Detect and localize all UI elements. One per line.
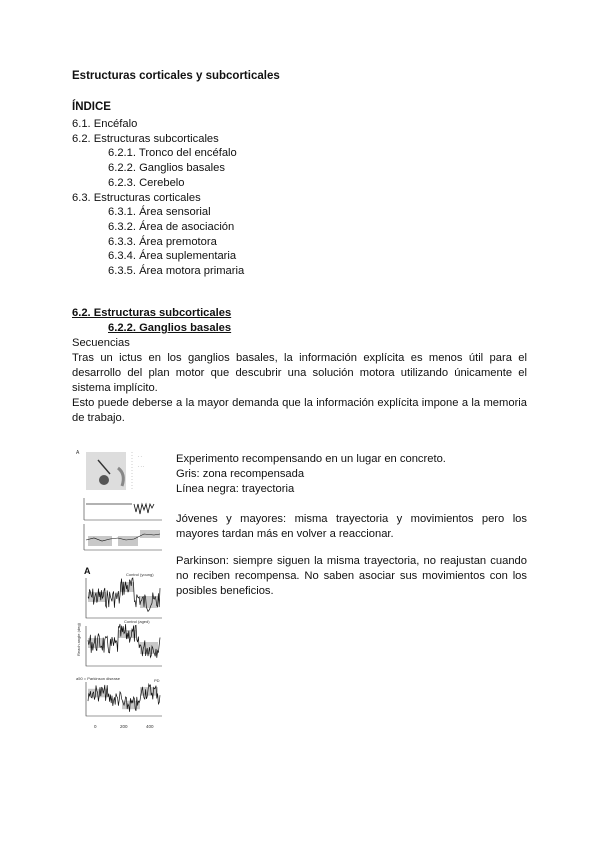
toc-item: 6.2.2. Ganglios basales — [108, 162, 225, 175]
toc-item: 6.1. Encéfalo — [72, 118, 138, 130]
trajectory-panel — [86, 578, 162, 618]
figure-notes — [176, 452, 527, 612]
trajectory-panel — [86, 682, 162, 716]
document-title: Estructuras corticales y subcorticales — [72, 70, 280, 82]
paragraph: Jóvenes y mayores: misma trayectoria y movimientos pero los mayores tardan más en volver a reaccionar. — [176, 512, 527, 540]
caption-stub: a50 = Parkinson disease — [76, 676, 120, 681]
note-block — [176, 452, 527, 498]
note-line: Gris: zona recompensada — [176, 468, 305, 481]
apparatus-sketch — [76, 450, 144, 490]
y-axis-label: Reach angle (deg) — [76, 623, 81, 656]
toc-item: 6.3.1. Área sensorial — [108, 206, 211, 219]
section-body — [72, 306, 527, 426]
toc-item: 6.3.5. Área motora primaria — [108, 265, 245, 278]
toc-item: 6.3.2. Área de asociación — [108, 220, 235, 233]
svg-text:A: A — [76, 450, 80, 456]
mini-plot-1 — [84, 498, 162, 520]
paragraph: Parkinson: siempre siguen la misma trayectoria, no reajustan cuando no reciben recompensa. No saben asociar sus movimientos con los posibles beneficios. — [176, 555, 527, 598]
toc-item: 6.3. Estructuras corticales — [72, 191, 201, 204]
panel-label: A — [84, 566, 91, 576]
note-line: Línea negra: trayectoria — [176, 483, 295, 496]
svg-text:· · ·: · · · — [138, 464, 145, 469]
toc-item: 6.2.1. Tronco del encéfalo — [108, 147, 237, 160]
trajectory-panel — [86, 624, 162, 666]
paragraph: Tras un ictus en los ganglios basales, la información explícita es menos útil para el desarrollo del plan motor que descubrir una solución motora utilizando únicamente el sistema implícito. — [72, 352, 527, 394]
toc-item: 6.3.3. Área premotora — [108, 235, 217, 248]
topic-label: Secuencias — [72, 337, 130, 349]
mini-plot-2 — [84, 524, 162, 550]
toc-item: 6.2. Estructuras subcorticales — [72, 132, 219, 145]
x-tick-label: 400 — [146, 724, 154, 729]
toc-item: 6.2.3. Cerebelo — [108, 176, 185, 189]
index-heading: ÍNDICE — [72, 101, 111, 113]
label-young: Control (young) — [126, 572, 154, 577]
experiment-figure — [74, 446, 168, 732]
label-pd: PD — [154, 678, 160, 683]
paragraph: Esto puede deberse a la mayor demanda que la información explícita impone a la memoria de trabajo. — [72, 397, 527, 424]
note-line: Experimento recompensando en un lugar en concreto. — [176, 453, 446, 465]
x-tick-label: 200 — [120, 724, 128, 729]
toc-item: 6.3.4. Área suplementaria — [108, 250, 237, 263]
subsection-heading: 6.2.2. Ganglios basales — [108, 322, 232, 334]
section-heading: 6.2. Estructuras subcorticales — [72, 307, 232, 319]
svg-text:· ·: · · — [138, 454, 142, 459]
table-of-contents — [72, 117, 244, 279]
x-tick-label: 0 — [94, 724, 97, 729]
label-aged: Control (aged) — [124, 619, 150, 624]
